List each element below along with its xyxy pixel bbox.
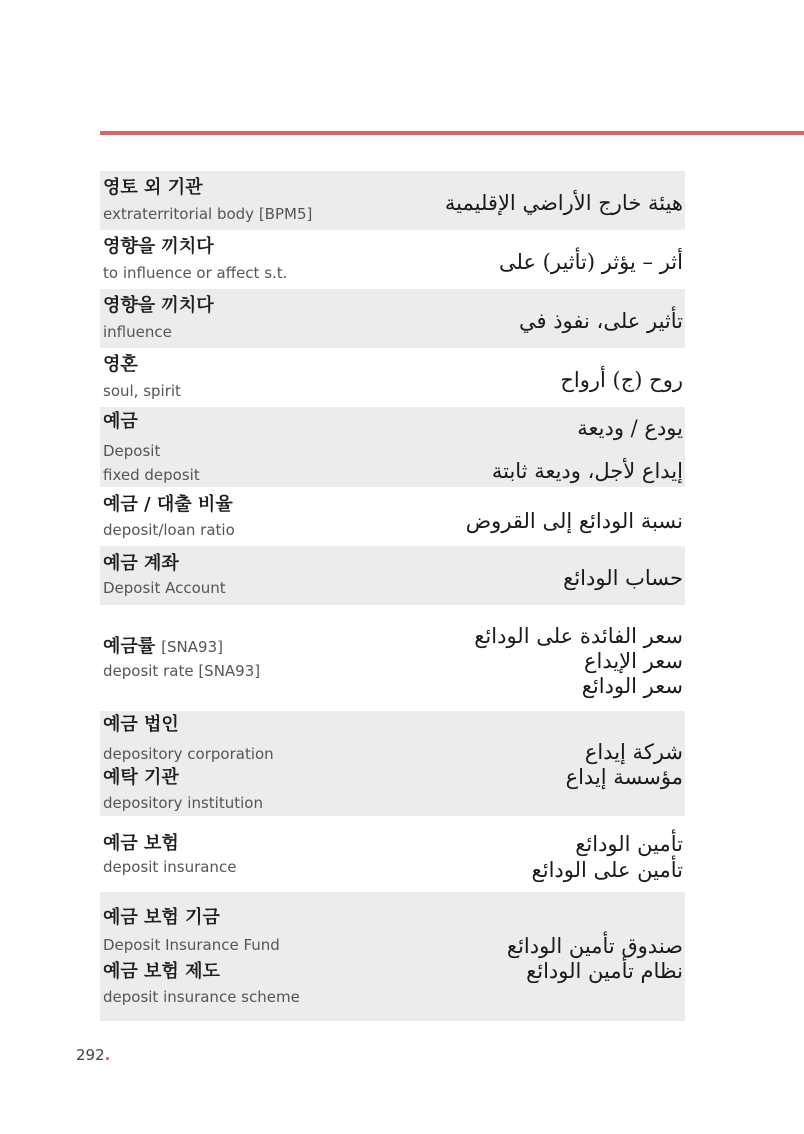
arabic-term: صندوق تأمين الودائع (506, 934, 683, 958)
arabic-term: نسبة الودائع إلى القروض (465, 509, 683, 533)
english-term: soul, spirit (103, 382, 181, 400)
glossary-entry (100, 711, 685, 816)
english-term: fixed deposit (103, 466, 200, 484)
arabic-term: نظام تأمين الودائع (526, 959, 683, 983)
korean-term: 예금 (103, 411, 138, 432)
arabic-term: تأثير على، نفوذ في (518, 309, 683, 333)
english-term: Deposit Insurance Fund (103, 936, 280, 954)
english-term: deposit insurance (103, 858, 237, 876)
korean-term: 영향을 끼치다 (103, 295, 214, 316)
page-number-dot: . (104, 1046, 111, 1064)
arabic-term: حساب الودائع (563, 566, 683, 590)
english-term: depository corporation (103, 745, 274, 763)
arabic-term: أثر – يؤثر (تأثير) على (499, 250, 683, 274)
korean-term: 예금 법인 (103, 714, 179, 735)
arabic-term: سعر الإيداع (583, 649, 683, 673)
glossary-entry (100, 407, 685, 487)
glossary-entry (100, 546, 685, 605)
english-term: to influence or affect s.t. (103, 264, 288, 282)
korean-term: 예금 보험 기금 (103, 907, 220, 928)
english-term: Deposit (103, 442, 161, 460)
korean-term: 영토 외 기관 (103, 177, 203, 198)
glossary-entry (100, 605, 685, 711)
korean-term: 예금 보험 (103, 833, 179, 854)
korean-term: 예탁 기관 (103, 767, 179, 788)
glossary-entry (100, 171, 685, 230)
korean-term: 예금 계좌 (103, 553, 179, 574)
glossary-entry (100, 816, 685, 892)
arabic-term: إيداع لأجل، وديعة ثابتة (491, 459, 683, 483)
arabic-term: مؤسسة إيداع (565, 765, 683, 789)
glossary-entry (100, 487, 685, 546)
arabic-term: هيئة خارج الأراضي الإقليمية (444, 191, 683, 215)
glossary-entry (100, 230, 685, 289)
arabic-term: يودع / وديعة (577, 416, 683, 440)
glossary-entry (100, 348, 685, 407)
glossary-entry (100, 892, 685, 1021)
english-term: Deposit Account (103, 579, 226, 597)
korean-term: 영향을 끼치다 (103, 236, 214, 257)
arabic-term: شركة إيداع (584, 740, 683, 764)
korean-term: 예금 보험 제도 (103, 961, 220, 982)
arabic-term: تأمين الودائع (575, 832, 683, 856)
english-term: extraterritorial body [BPM5] (103, 205, 313, 223)
arabic-term: سعر الودائع (581, 674, 683, 698)
english-term: depository institution (103, 794, 263, 812)
page-number: 292. (76, 1046, 111, 1064)
header-rule (100, 131, 804, 135)
korean-term: 예금률 [SNA93] (103, 636, 223, 657)
arabic-term: روح (ج) أرواح (560, 368, 683, 392)
english-term: influence (103, 323, 172, 341)
arabic-term: سعر الفائدة على الودائع (474, 624, 683, 648)
source-tag: [SNA93] (161, 638, 223, 656)
korean-term: 영혼 (103, 354, 138, 375)
korean-term: 예금 / 대출 비율 (103, 494, 233, 515)
english-term: deposit/loan ratio (103, 521, 235, 539)
english-term: deposit rate [SNA93] (103, 662, 261, 680)
glossary-entry (100, 289, 685, 348)
arabic-term: تأمين على الودائع (531, 858, 683, 882)
english-term: deposit insurance scheme (103, 988, 300, 1006)
